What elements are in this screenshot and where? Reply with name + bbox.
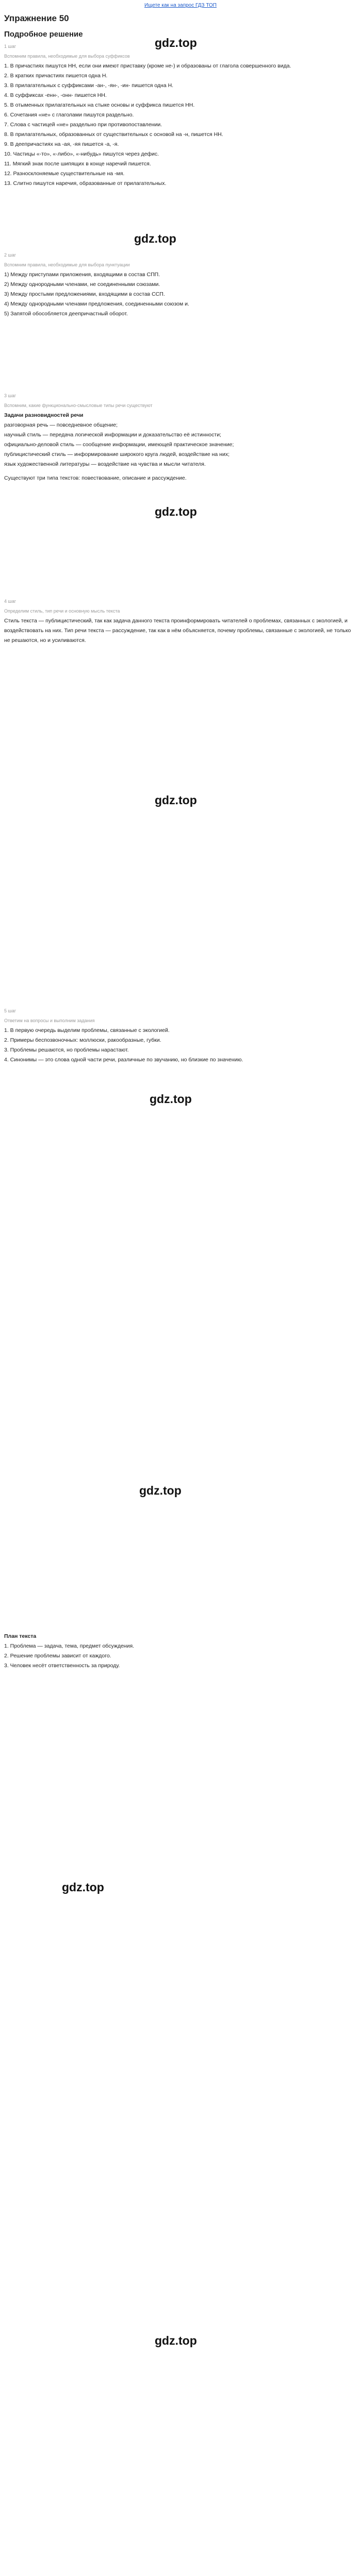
watermark: gdz.top [155, 36, 197, 49]
page-title: Упражнение 50 [4, 13, 69, 23]
styles-section [4, 391, 357, 483]
rule-item: 1. В причастиях пишутся НН, если они имеют приставку (кроме не-) и образованы от глагола совершенного вида. [4, 63, 291, 69]
rule-item: 12. Разносклоняемые существительные на -мя. [4, 171, 125, 177]
watermark: gdz.top [134, 232, 176, 245]
section-label: Вспомним правила, необходимые для выбора пунктуации [4, 262, 130, 267]
watermark: gdz.top [155, 505, 197, 518]
answer-item: 1. В первую очередь выделим проблемы, связанные с экологией. [4, 1027, 170, 1033]
style-item: научный стиль — передача логической информации и доказательство её истинности; [4, 432, 221, 438]
rule-item: 4. В суффиксах -енн-, -онн- пишется НН. [4, 92, 107, 98]
rule-item: 3. В прилагательных с суффиксами -ан-, -ян-, -ин- пишется одна Н. [4, 82, 174, 89]
plan-item: 3. Человек несёт ответственность за природу. [4, 1663, 120, 1669]
rule-item: 9. В деепричастиях на -ая, -яя пишется -а, -я. [4, 141, 119, 147]
watermark: gdz.top [155, 793, 197, 807]
step-label: 3 шаг [4, 393, 17, 398]
answer-item: 3. Проблемы решаются, но проблемы нарастают. [4, 1047, 129, 1053]
answer-item: 2. Примеры беспозвоночных: моллюски, ракообразные, губки. [4, 1037, 161, 1043]
step-label: 2 шаг [4, 252, 17, 258]
rule-item: 7. Слова с частицей «не» раздельно при противопоставлении. [4, 122, 162, 128]
answer-item: 4. Синонимы — это слова одной части речи, различные по звучанию, но близкие по значению. [4, 1057, 243, 1063]
watermark: gdz.top [62, 1880, 104, 1894]
top-link[interactable]: Ищете как на запрос ГДЗ ТОП [144, 3, 217, 8]
rules-section [4, 42, 357, 189]
plan-heading: План текста [4, 1633, 37, 1639]
punct-item: 2) Между однородными членами, не соединенными союзами. [4, 281, 160, 287]
analysis-section [4, 597, 357, 646]
plan-section [4, 1632, 357, 1671]
step-label: 5 шаг [4, 1008, 17, 1013]
style-item: язык художественной литературы — воздействие на чувства и мысли читателя. [4, 461, 206, 467]
punct-item: 5) Запятой обособляется деепричастный оборот. [4, 311, 128, 317]
plan-item: 2. Решение проблемы зависит от каждого. [4, 1653, 111, 1659]
rule-item: 5. В отыменных прилагательных на стыке основы и суффикса пишется НН. [4, 102, 195, 108]
answers-section [4, 1006, 357, 1065]
rule-item: 11. Мягкий знак после шипящих в конце наречий пишется. [4, 161, 151, 167]
punct-item: 3) Между простыми предложениями, входящими в состав ССП. [4, 291, 165, 297]
rule-item: 13. Слитно пишутся наречия, образованные от прилагательных. [4, 180, 167, 187]
style-item: официально-деловой стиль — сообщение информации, имеющей практическое значение; [4, 442, 234, 448]
section-label: Вспомним правила, необходимые для выбора суффиксов [4, 54, 130, 59]
watermark: gdz.top [155, 2334, 197, 2347]
rule-item: 10. Частицы «-то», «-либо», «-нибудь» пишутся через дефис. [4, 151, 159, 157]
watermark: gdz.top [150, 1092, 192, 1106]
rule-item: 6. Сочетания «не» с глаголами пишутся раздельно. [4, 112, 134, 118]
style-item: публицистический стиль — информирование широкого круга людей, воздействие на них; [4, 451, 229, 457]
punct-section [4, 250, 357, 319]
section-label: Ответим на вопросы и выполним задания [4, 1018, 95, 1023]
punct-item: 4) Между однородными членами предложения, соединенными союзом и. [4, 301, 189, 307]
plan-item: 1. Проблема — задача, тема, предмет обсуждения. [4, 1643, 135, 1649]
analysis-text: Стиль текста — публицистический, так как задача данного текста проинформировать читателей о проблемах, связанных с экологией, и воздействовать на них. Тип речи текста — рассуждение, так как в нём объясняется, почему проблемы, связанные с экологией, не только не решаются, но и усиливаются. [4, 618, 351, 643]
rule-item: 8. В прилагательных, образованных от существительных с основой на -н, пишется НН. [4, 131, 223, 138]
style-item: разговорная речь — повседневное общение; [4, 422, 118, 428]
top-bar [0, 0, 361, 10]
types-text: Существуют три типа текстов: повествование, описание и рассуждение. [4, 475, 187, 481]
styles-heading: Задачи разновидностей речи [4, 412, 84, 418]
punct-item: 1) Между приступами приложения, входящими в состав СПП. [4, 272, 160, 278]
step-label: 4 шаг [4, 599, 17, 604]
rule-item: 2. В кратких причастиях пишется одна Н. [4, 73, 108, 79]
page-subtitle: Подробное решение [4, 30, 83, 39]
section-label: Вспомним, какие функционально-смысловые типы речи существуют [4, 403, 153, 408]
section-label: Определим стиль, тип речи и основную мысль текста [4, 608, 120, 614]
watermark: gdz.top [139, 1484, 182, 1497]
step-label: 1 шаг [4, 44, 17, 49]
